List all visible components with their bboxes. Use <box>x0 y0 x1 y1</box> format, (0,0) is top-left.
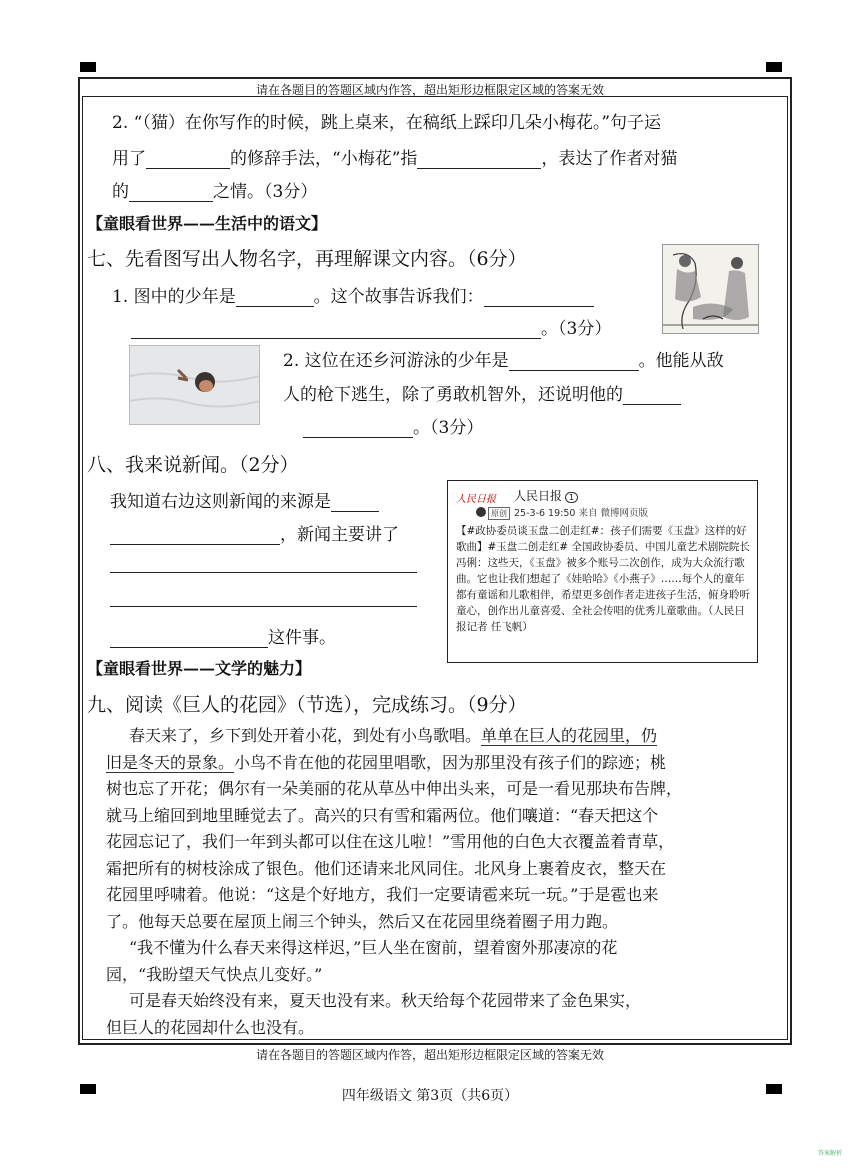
passage-line-7: 花园里呼啸着。他说：“这是个好地方，我们一定要请雹来玩一玩。”于是雹也来 <box>106 885 659 904</box>
q6-2-text-c: ，表达了作者对猫 <box>541 149 678 169</box>
passage-underlined-2: 旧是冬天的景象。 <box>106 753 235 772</box>
verified-icon <box>476 507 486 517</box>
passage-line-10: 园，“我盼望天气快点儿变好。” <box>106 965 323 984</box>
passage-line-4: 就马上缩回到地里睡觉去了。高兴的只有雪和霜两位。他们嚷道：“春天把这个 <box>106 806 659 825</box>
news-account-name: 人民日报 <box>514 489 563 503</box>
answer-blank-swimmer-name[interactable] <box>509 352 639 371</box>
q7-2-text-c: 人的枪下逃生，除了勇敢机智外，还说明他的 <box>283 385 623 405</box>
q6-2-line2 <box>112 144 677 169</box>
passage-line-9: “我不懂为什么春天来得这样迟，”巨人坐在窗前，望着窗外那凄凉的花 <box>129 938 618 957</box>
q7-2-text-d: 。（3分） <box>413 418 484 438</box>
q7-1-text-a: 1. 图中的少年是 <box>112 287 236 307</box>
section-header-literature: 【童眼看世界——文学的魅力】 <box>87 659 312 678</box>
news-card <box>447 480 758 663</box>
answer-line-news-2[interactable] <box>110 606 417 607</box>
q6-2-text-a: 用了 <box>112 149 146 169</box>
q8-text-a: 我知道右边这则新闻的来源是 <box>110 492 331 512</box>
answer-blank-plum[interactable] <box>417 150 541 169</box>
watermark-logo: 答案解析 <box>818 1150 843 1157</box>
q7-1-text-c: 。（3分） <box>541 319 612 339</box>
answer-blank-rhetoric[interactable] <box>146 150 230 169</box>
answer-blank-emotion[interactable] <box>129 183 213 202</box>
news-meta-text: 25-3-6 19:50 来自 微博网页版 <box>514 508 648 519</box>
passage-line-3: 树也忘了开花；偶尔有一朵美丽的花从草丛中伸出头来，可是一看见那块布告牌， <box>106 779 683 798</box>
news-logo: 人民日报 <box>456 494 496 505</box>
q9-title: 九、阅读《巨人的花园》（节选），完成练习。（9分） <box>87 694 527 716</box>
corner-mark-tl <box>80 62 96 72</box>
passage-line-1 <box>129 723 657 746</box>
passage-text-1a: 春天来了，乡下到处开着小花，到处有小鸟歌唱。 <box>129 726 482 745</box>
q7-2-line2 <box>283 380 681 405</box>
q6-2-text-b: 的修辞手法，“小梅花”指 <box>230 149 418 169</box>
news-original-tag: 原创 <box>488 507 510 520</box>
q8-title: 八、我来说新闻。（2分） <box>87 454 299 476</box>
q6-2-line1: 2. “（猫）在你写作的时候，跳上桌来，在稿纸上踩印几朵小梅花。”句子运 <box>112 113 662 133</box>
q7-1-text-b: 。这个故事告诉我们： <box>313 287 484 307</box>
answer-blank-news-source[interactable] <box>331 493 379 512</box>
q8-text-b: ，新闻主要讲了 <box>280 525 399 545</box>
news-body: 【#政协委员谈玉盘二创走红#：孩子们需要《玉盘》这样的好歌曲】#玉盘二创走红# 全国政协委员、中国儿童艺术剧院院长冯俐：这些天，《玉盘》被多个账号二次创作，成为大众流行歌曲。它也让我们想起了《娃哈哈》《小燕子》……每个人的童年都有童谣和儿歌相伴，希望更多创作者走进孩子生活，俯身聆听童心，创作出儿童喜爱、全社会传唱的优秀儿童歌曲。（人民日报记者 任飞帆） <box>456 525 750 633</box>
q7-2-text-b: 。他能从敌 <box>638 351 724 371</box>
answer-blank-story-lesson[interactable] <box>484 288 594 307</box>
q6-2-line3 <box>112 177 317 202</box>
q6-2-text-d: 的 <box>112 182 129 202</box>
news-meta <box>488 505 648 520</box>
q7-1-line2 <box>131 314 611 339</box>
section-header-life: 【童眼看世界——生活中的语文】 <box>87 214 328 233</box>
news-account <box>514 487 578 504</box>
q7-title: 七、先看图写出人物名字，再理解课文内容。（6分） <box>87 248 527 270</box>
answer-blank-news-source-cont[interactable] <box>110 526 280 545</box>
answer-blank-story-lesson-cont[interactable] <box>131 320 541 339</box>
passage-line-2 <box>106 750 666 773</box>
q7-1-line1 <box>112 282 594 307</box>
top-notice: 请在各题目的答题区域内作答，超出矩形边框限定区域的答案无效 <box>255 83 604 97</box>
page-footer: 四年级语文 第3页（共6页） <box>341 1088 519 1104</box>
passage-line-12: 但巨人的花园却什么也没有。 <box>106 1018 315 1037</box>
q8-line5 <box>110 623 336 648</box>
passage-line-6: 霜把所有的树枝涂成了银色。他们还请来北风同住。北风身上裹着皮衣，整天在 <box>106 859 667 878</box>
passage-line-8: 了。他每天总要在屋顶上闹三个钟头，然后又在花园里绕着圈子用力跑。 <box>106 912 619 931</box>
answer-blank-boy-name[interactable] <box>236 288 314 307</box>
story-illustration-image <box>662 244 759 334</box>
passage-line-11: 可是春天始终没有来，夏天也没有来。秋天给每个花园带来了金色果实， <box>129 991 642 1010</box>
river-swimmer-drawing <box>130 346 259 424</box>
q8-text-c: 这件事。 <box>268 628 336 648</box>
answer-blank-swimmer-trait-cont[interactable] <box>303 419 413 438</box>
river-swimmer-image <box>129 345 260 425</box>
answer-blank-swimmer-trait[interactable] <box>623 386 681 405</box>
q6-2-text-e: 之情。（3分） <box>213 182 318 202</box>
q7-2-line3 <box>303 413 483 438</box>
q7-2-text-a: 2. 这位在还乡河游泳的少年是 <box>283 351 509 371</box>
story-illustration-drawing <box>663 245 758 333</box>
passage-underlined-1: 单单在巨人的花园里，仍 <box>481 726 658 745</box>
news-vip-badge: 1 <box>565 492 578 503</box>
q8-line1 <box>110 487 379 512</box>
q7-2-line1 <box>283 346 724 371</box>
answer-blank-news-content[interactable] <box>110 629 268 648</box>
passage-text-2: 小鸟不肯在他的花园里唱歌，因为那里没有孩子们的踪迹；桃 <box>234 753 667 772</box>
bottom-notice: 请在各题目的答题区域内作答，超出矩形边框限定区域的答案无效 <box>255 1048 604 1062</box>
answer-line-news-1[interactable] <box>110 572 417 573</box>
passage-line-5: 花园忘记了，我们一年到头都可以住在这儿啦！”雪用他的白色大衣覆盖着青草， <box>106 832 675 851</box>
q8-line2 <box>110 520 399 545</box>
corner-mark-tr <box>766 62 782 72</box>
